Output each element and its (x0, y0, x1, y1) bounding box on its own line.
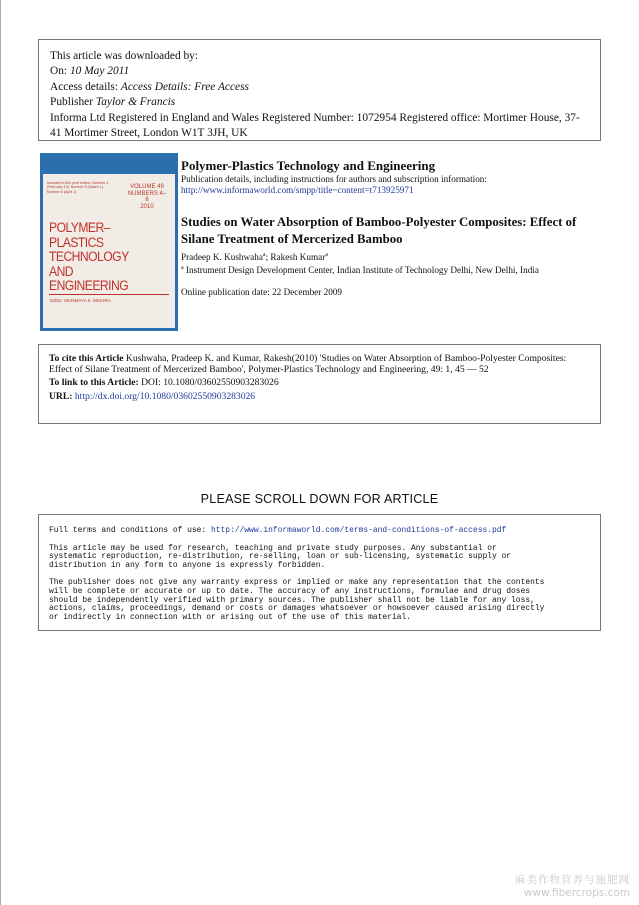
doi-text: DOI: 10.1080/03602550903283026 (138, 377, 279, 389)
author-affil-mark: a (262, 252, 266, 258)
link-label: To link to this Article: (49, 377, 139, 389)
cite-label: To cite this Article (49, 353, 124, 364)
cover-small-note: Included in this print edition: Number 4 (February 15), Number 5 (March 1), Number 6 (April 1) (47, 181, 109, 194)
access-value: Access Details: Free Access (120, 80, 249, 93)
cover-inner (43, 156, 175, 328)
terms-paragraph: The publisher does not give any warranty express or implied or make any representation that the contents will be complete or accurate or up to date. The accuracy of any instructions, formulae and drug doses should be independently verified with primary sources. The publisher shall not be liable for any loss, actions, claims, proceedings, demand or costs or damages whatsoever or howsoever caused arising directly or indirectly in connection with or arising out of the use of this material. (49, 578, 545, 622)
terms-intro: Full terms and conditions of use: (49, 526, 211, 535)
author-name: ; Rakesh Kumar (265, 252, 326, 263)
page-edge (0, 0, 1, 905)
on-label: On: (50, 65, 68, 78)
cover-title-line: POLYMER–PLASTICS (49, 220, 110, 250)
cite-text: Kushwaha, Pradeep K. and Kumar, Rakesh(2010) 'Studies on Water Absorption of Bamboo-Polyester Composites: Effect of Silane Treatment of Mercerized Bamboo', Polymer-Plastics Technology and Engineering, 49: 1, 45 — 52 (49, 353, 567, 376)
registered-office: Informa Ltd Registered in England and Wales Registered Number: 1072954 Registered office: Mortimer House, 37-41 Mortimer Street, London W1T 3JH, UK (50, 111, 580, 140)
journal-cover-image (40, 153, 178, 331)
article-title: Studies on Water Absorption of Bamboo-Polyester Composites: Effect of Silane Treatment of Mercerized Bamboo (181, 215, 577, 246)
citation-box (38, 344, 601, 424)
url-label: URL: (49, 390, 73, 402)
cover-top-strip (43, 156, 175, 174)
publication-details: Publication details, including instructions for authors and subscription information: (181, 174, 487, 184)
publisher-value: Taylor & Francis (95, 96, 176, 109)
publisher-label: Publisher (50, 96, 94, 109)
watermark-site-name: 麻类作物营养与施肥网 (515, 874, 630, 886)
affiliation (181, 263, 591, 276)
affiliation-mark: a (181, 265, 184, 272)
cover-title-line: TECHNOLOGY (49, 249, 129, 264)
access-row (50, 80, 589, 95)
terms-box (38, 514, 601, 631)
publisher-row (50, 95, 589, 110)
download-info-box (38, 39, 601, 141)
access-label: Access details: (50, 80, 119, 93)
doi-row (49, 377, 590, 388)
article-info (181, 158, 591, 298)
cover-title-line: ENGINEERING (49, 278, 129, 293)
cover-volume-number: VOLUME 49 (130, 184, 164, 190)
terms-paragraph: This article may be used for research, teaching and private study purposes. Any substantial or systematic reproduction, re-distribution, re-selling, loan or sub-licensing, systematic supply or distribution in any form to anyone is expressly forbidden. (49, 543, 512, 570)
watermark-url: www.fibercrops.com (523, 887, 630, 899)
cover-title (49, 221, 164, 294)
terms-url-link[interactable]: http://www.informaworld.com/terms-and-conditions-of-access.pdf (210, 526, 507, 535)
cover-rule (49, 294, 169, 295)
cover-title-line: AND (49, 263, 74, 279)
url-row (49, 391, 590, 402)
watermark (515, 872, 630, 899)
journal-name: Polymer-Plastics Technology and Engineering (181, 158, 436, 173)
online-publication-date: Online publication date: 22 December 2009 (181, 287, 342, 298)
download-date: 10 May 2011 (69, 65, 130, 78)
terms-intro-row (49, 527, 590, 536)
download-date-row (50, 64, 589, 79)
author-affil-mark: a (325, 252, 328, 258)
scroll-down-message: PLEASE SCROLL DOWN FOR ARTICLE (200, 492, 439, 506)
cite-row (49, 353, 590, 375)
cover-issue-numbers: NUMBERS 4–6 (127, 190, 167, 204)
download-line: This article was downloaded by: (50, 50, 199, 62)
journal-url-link[interactable]: http://www.informaworld.com/smpp/title~content=t713925971 (181, 185, 414, 195)
affiliation-text: Instrument Design Development Center, Indian Institute of Technology Delhi, New Delhi, India (183, 265, 539, 276)
cover-volume (127, 184, 167, 210)
doi-url-link[interactable]: http://dx.doi.org/10.1080/03602550903283026 (72, 390, 256, 402)
authors (181, 250, 591, 263)
cover-editor: Editor: MUNMAYA K. MISHRA (50, 298, 111, 303)
author-name: Pradeep K. Kushwaha (181, 252, 263, 263)
cover-year: 2010 (140, 203, 154, 210)
